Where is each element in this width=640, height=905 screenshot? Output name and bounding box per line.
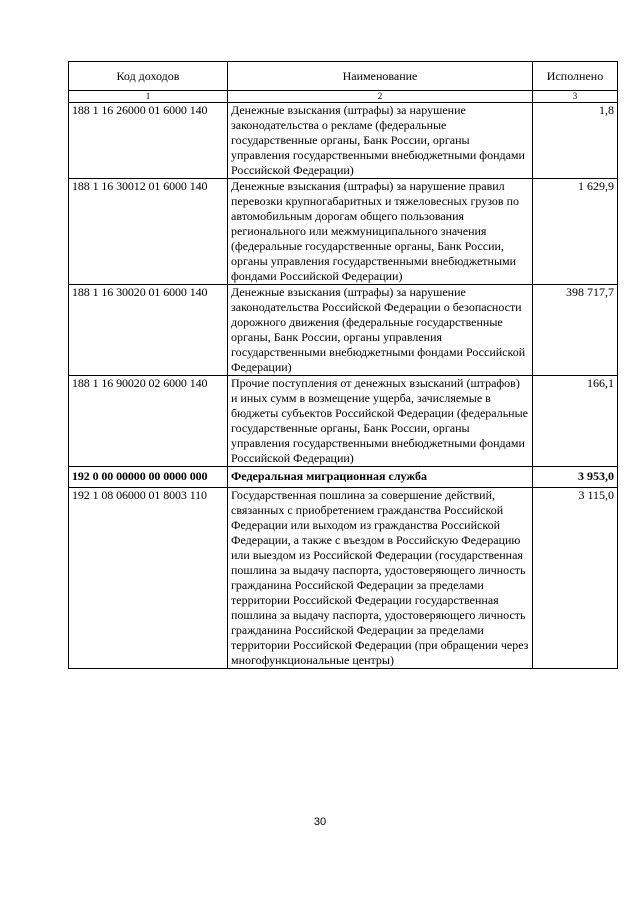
row-name: Денежные взыскания (штрафы) за нарушение законодательства о рекламе (федеральные государственные органы, Банк России, органы управления государственными внебюджетными фондами Российской Федерации) <box>228 103 533 179</box>
column-number-3: 3 <box>533 91 618 103</box>
table-row <box>69 376 618 467</box>
row-code: 188 1 16 30012 01 6000 140 <box>69 179 228 285</box>
header-name: Наименование <box>228 62 533 91</box>
row-code: 188 1 16 26000 01 6000 140 <box>69 103 228 179</box>
table-row <box>69 103 618 179</box>
row-amount: 1 629,9 <box>533 179 618 285</box>
row-name: Денежные взыскания (штрафы) за нарушение правил перевозки крупногабаритных и тяжеловесных грузов по автомобильным дорогам общего пользования регионального или межмуниципального значения (федеральные государственные органы, Банк России, органы управления государственными внебюджетными фондами Российской Федерации) <box>228 179 533 285</box>
row-name: Государственная пошлина за совершение действий, связанных с приобретением гражданства Российской Федерации или выходом из гражданства Российской Федерации, а также с въездом в Российскую Федерацию или выездом из Российской Федерации (государственная пошлина за выдачу паспорта, удостоверяющего личность гражданина Российской Федерации за пределами территории Российской Федерации государственная пошлина за выдачу паспорта, удостоверяющего личность гражданина Российской Федерации за пределами территории Российской Федерации (при обращении через многофункциональные центры) <box>228 488 533 669</box>
row-code: 188 1 16 90020 02 6000 140 <box>69 376 228 467</box>
row-amount: 398 717,7 <box>533 285 618 376</box>
row-code: 192 1 08 06000 01 8003 110 <box>69 488 228 669</box>
column-number-row <box>69 91 618 103</box>
row-code: 188 1 16 30020 01 6000 140 <box>69 285 228 376</box>
revenue-table <box>68 61 618 669</box>
row-name: Федеральная миграционная служба <box>228 467 533 488</box>
row-amount: 166,1 <box>533 376 618 467</box>
row-name: Прочие поступления от денежных взысканий (штрафов) и иных сумм в возмещение ущерба, зачисляемые в бюджеты субъектов Российской Федерации (федеральные государственные органы, Банк России, органы управления государственными внебюджетными фондами Российской Федерации) <box>228 376 533 467</box>
table-row <box>69 285 618 376</box>
header-income-code: Код доходов <box>69 62 228 91</box>
header-executed: Исполнено <box>533 62 618 91</box>
row-code: 192 0 00 00000 00 0000 000 <box>69 467 228 488</box>
column-number-2: 2 <box>228 91 533 103</box>
table-row <box>69 488 618 669</box>
row-amount: 1,8 <box>533 103 618 179</box>
row-name: Денежные взыскания (штрафы) за нарушение законодательства Российской Федерации о безопасности дорожного движения (федеральные государственные органы, Банк России, органы управления государственными внебюджетными фондами Российской Федерации) <box>228 285 533 376</box>
row-amount: 3 953,0 <box>533 467 618 488</box>
column-number-1: 1 <box>69 91 228 103</box>
page-number: 30 <box>313 816 327 828</box>
row-amount: 3 115,0 <box>533 488 618 669</box>
table-row <box>69 179 618 285</box>
table-row-section-total <box>69 467 618 488</box>
table-header-row <box>69 62 618 91</box>
